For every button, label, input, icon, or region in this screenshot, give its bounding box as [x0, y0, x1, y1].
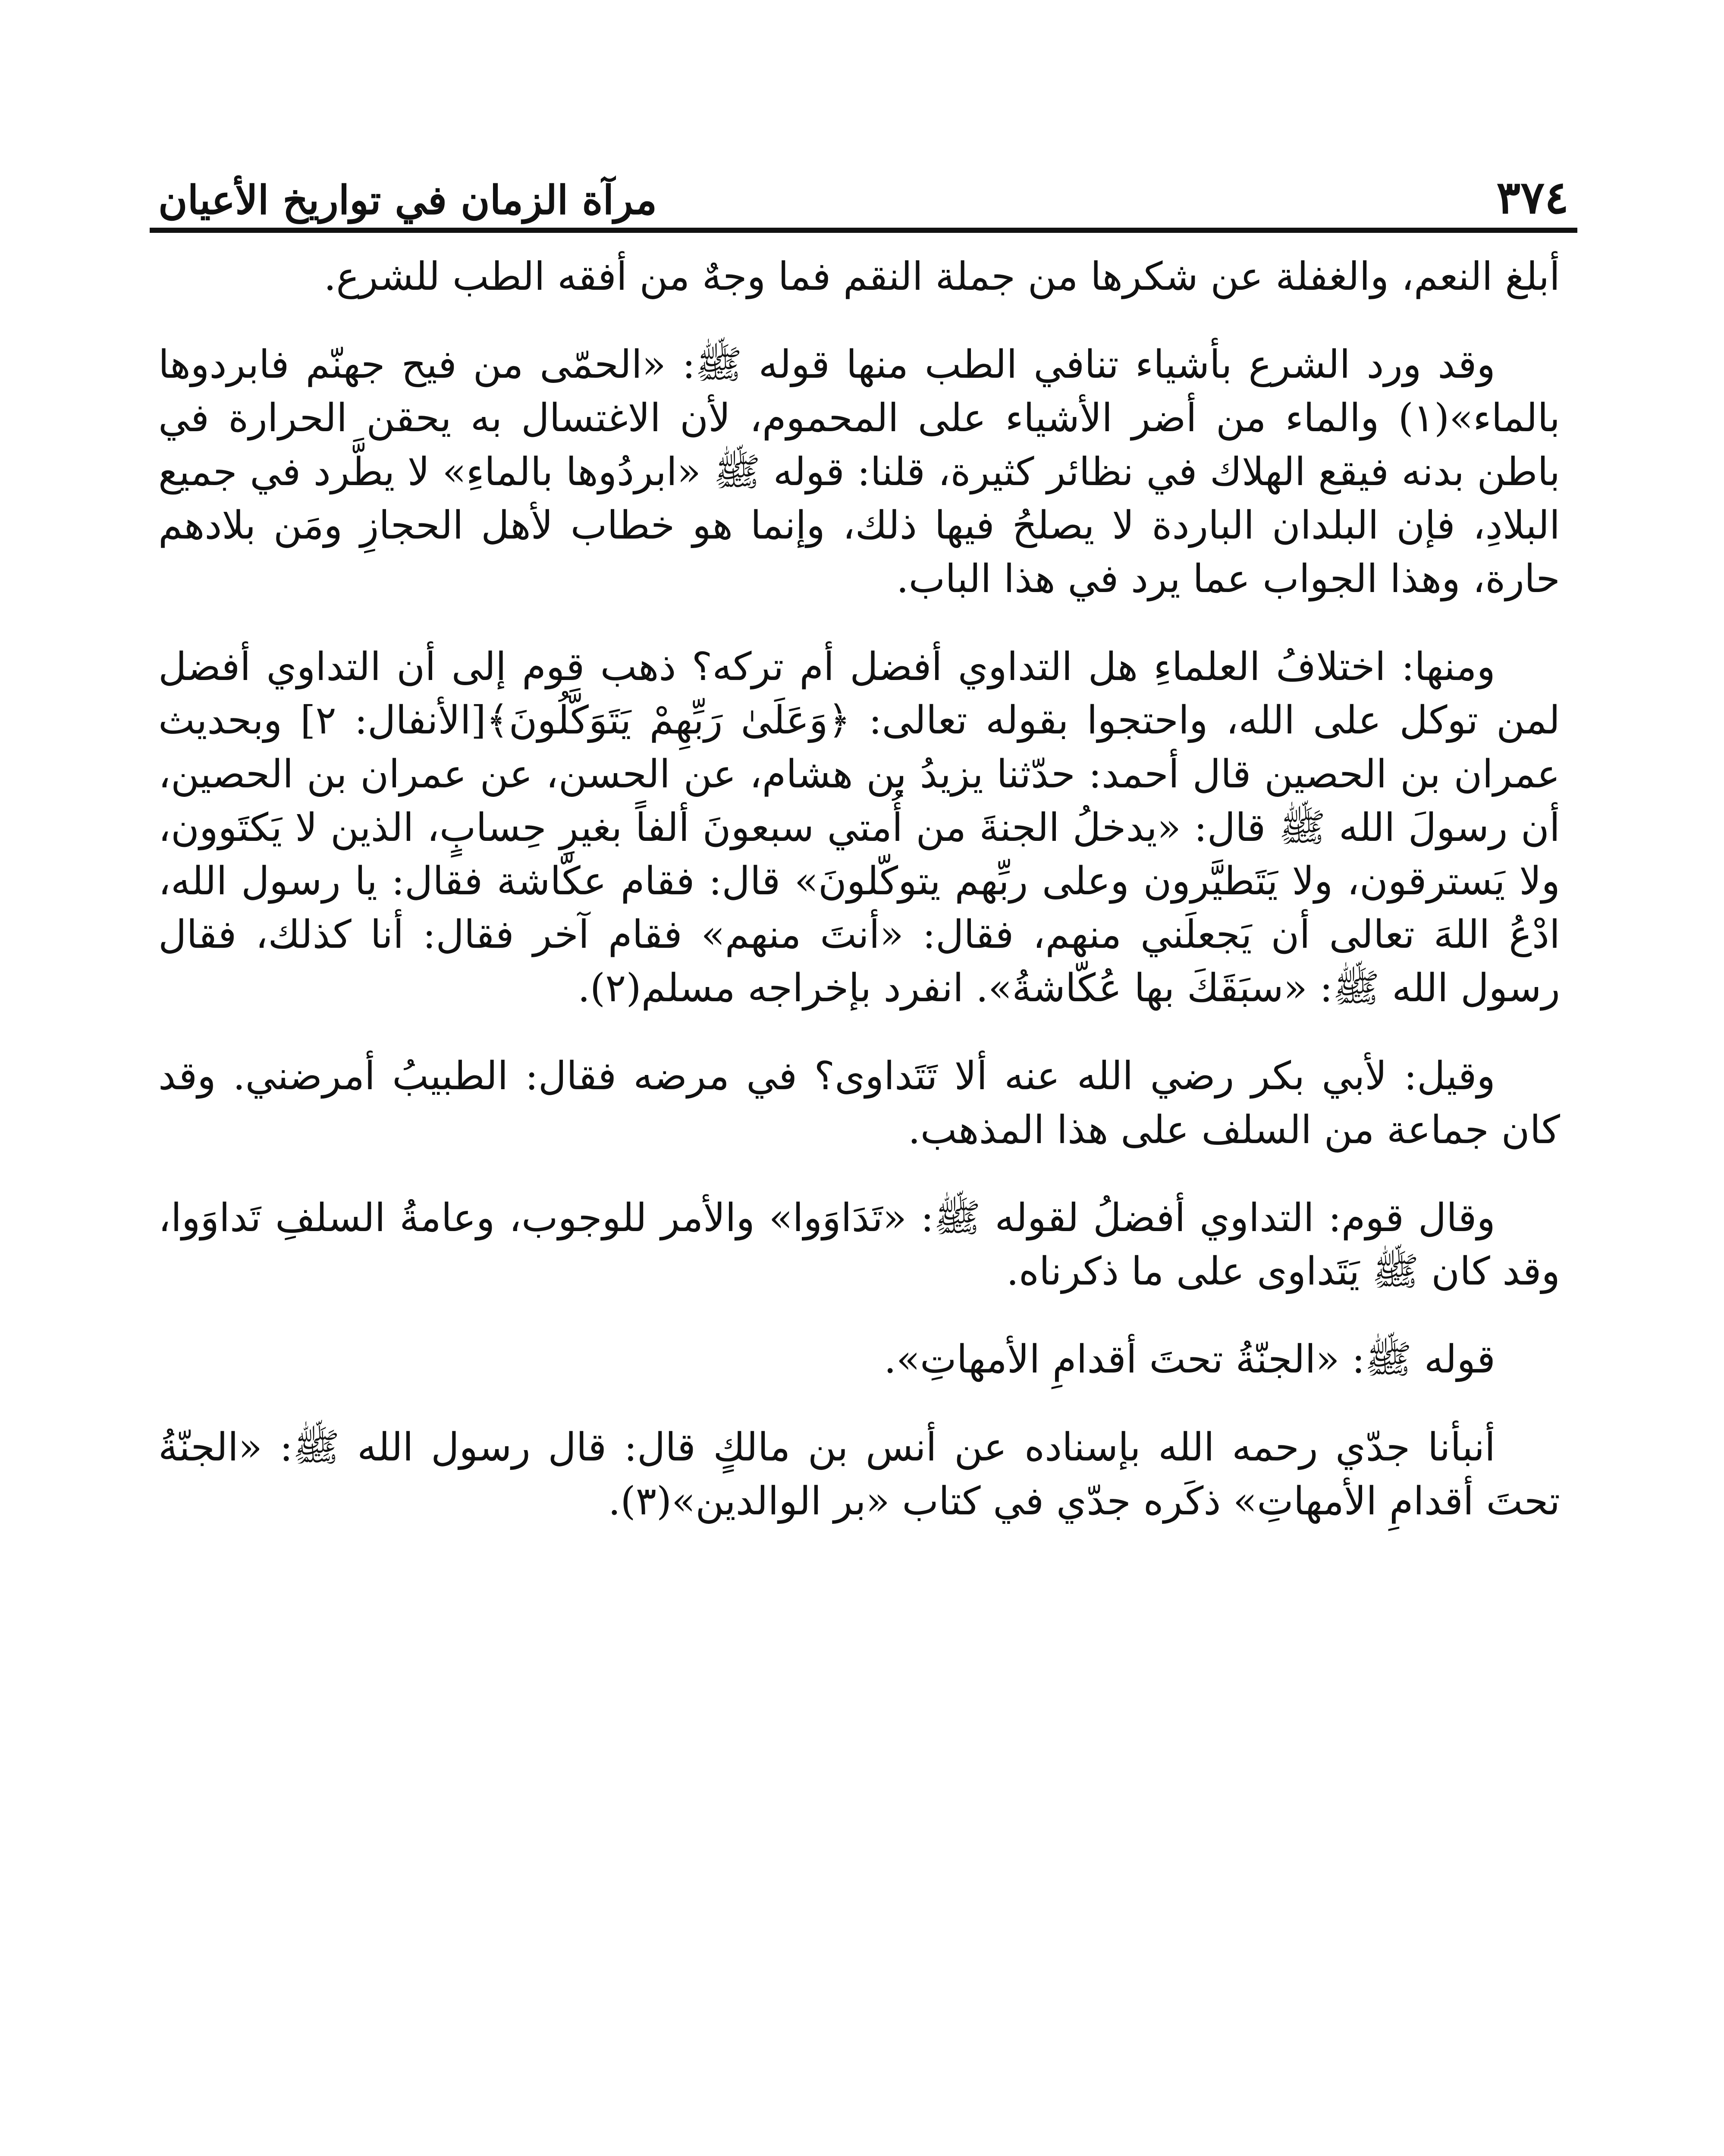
- page-number: ٣٧٤: [1496, 171, 1569, 224]
- paragraph-abu-bakr: وقيل: لأبي بكر رضي الله عنه ألا تَتَداوى؟ في مرضه فقال: الطبيبُ أمرضني. وقد كان جماعة من السلف على هذا المذهب.: [158, 1053, 1560, 1153]
- paragraph-continuation: أبلغ النعم، والغفلة عن شكرها من جملة النقم فما وجهٌ من أفقه الطب للشرع.: [323, 254, 1560, 299]
- paragraph-treatment-preferred: وقال قوم: التداوي أفضلُ لقوله ﷺ: «تَدَاوَوا» والأمر للوجوب، وعامةُ السلفِ تَداوَوا، وقد كان ﷺ يَتَداوى على ما ذكرناه.: [158, 1195, 1560, 1294]
- paragraph-scholars-dispute: ومنها: اختلافُ العلماءِ هل التداوي أفضل أم تركه؟ ذهب قوم إلى أن التداوي أفضل لمن توكل على الله، واحتجوا بقوله تعالى: ﴿وَعَلَىٰ رَبِّهِمْ يَتَوَكَّلُونَ﴾[الأنفال: ٢] وبحديث عمران بن الحصين قال أحمد: حدّثنا يزيدُ بن هشام، عن الحسن، عن عمران بن الحصين، أن رسولَ الله ﷺ قال: «يدخلُ الجنةَ من أُمتي سبعونَ ألفاً بغيرِ حِسابٍ، الذين لا يَكتَوون، ولا يَسترقون، ولا يَتَطيَّرون وعلى ربِّهم يتوكّلونَ» قال: فقام عكّاشة فقال: يا رسول الله، ادْعُ اللهَ تعالى أن يَجعلَني منهم، فقال: «أنتَ منهم» فقام آخر فقال: أنا كذلك، فقال رسول الله ﷺ: «سبَقَكَ بها عُكّاشةُ». انفرد بإخراجه مسلم(٢).: [158, 644, 1560, 1011]
- main-text: [158, 250, 1560, 1563]
- running-header: [158, 129, 1569, 224]
- book-title: مرآة الزمان في تواريخ الأعيان: [158, 177, 657, 223]
- header-rule: [150, 228, 1577, 233]
- paragraph-fever-hadith: وقد ورد الشرع بأشياء تنافي الطب منها قوله ﷺ: «الحمّى من فيح جهنّم فابردوها بالماء»(١) والماء من أضر الأشياء على المحموم، لأن الاغتسال به يحقن الحرارة في باطن بدنه فيقع الهلاك في نظائر كثيرة، قلنا: قوله ﷺ «ابردُوها بالماءِ» لا يطَّرد في جميع البلادِ، فإن البلدان الباردة لا يصلحُ فيها ذلك، وإنما هو خطاب لأهل الحجازِ ومَن بلادهم حارة، وهذا الجواب عما يرد في هذا الباب.: [158, 342, 1560, 602]
- paragraph-paradise-mothers-isnad: أنبأنا جدّي رحمه الله بإسناده عن أنس بن مالكٍ قال: قال رسول الله ﷺ: «الجنّةُ تحتَ أقدامِ الأمهاتِ» ذكَره جدّي في كتاب «بر الوالدين»(٣).: [158, 1425, 1560, 1524]
- paragraph-paradise-mothers-heading: قوله ﷺ: «الجنّةُ تحتَ أقدامِ الأمهاتِ».: [884, 1337, 1495, 1382]
